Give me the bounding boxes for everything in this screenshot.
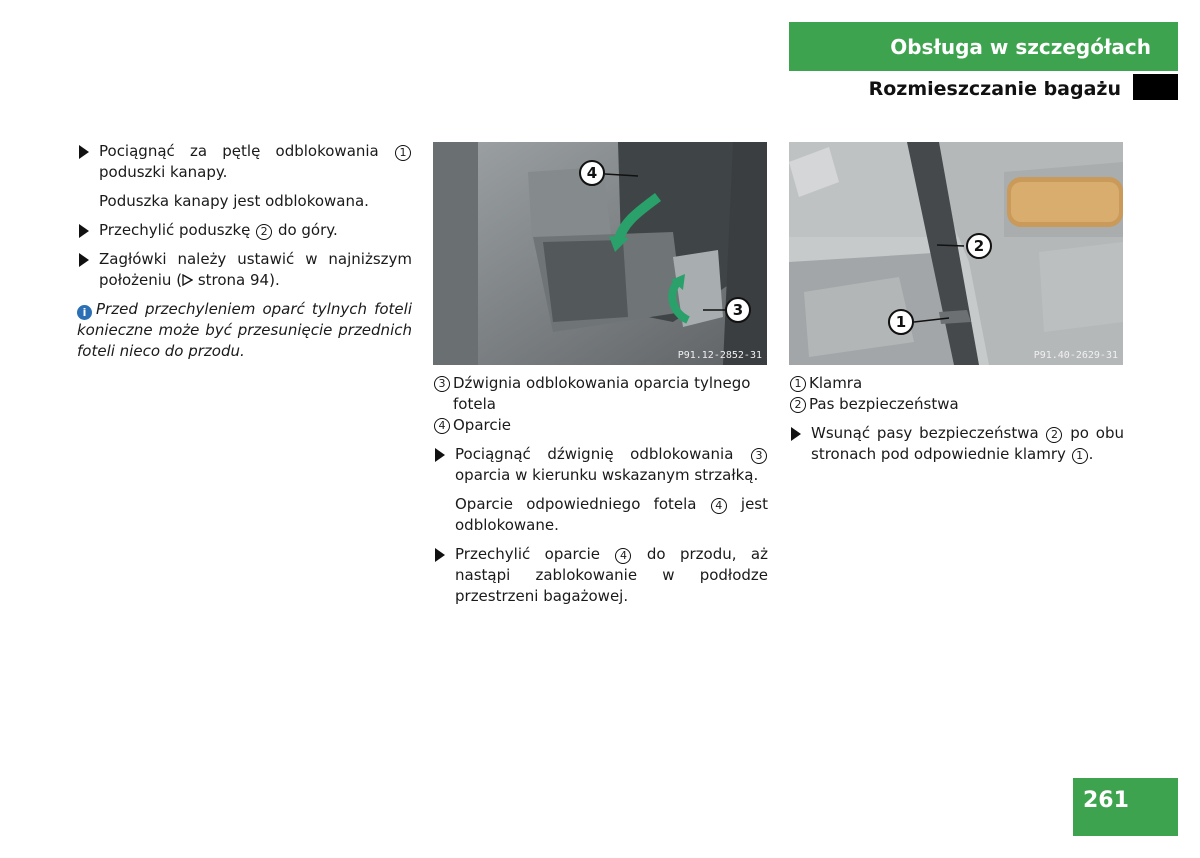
- step-text: ).: [269, 271, 280, 289]
- column-middle: [433, 373, 768, 615]
- page-reference-link[interactable]: strona 94: [197, 271, 270, 289]
- info-note: [77, 299, 412, 362]
- step-arrow-icon: [77, 249, 99, 291]
- callout-3: 3: [725, 297, 751, 323]
- step-arrow-icon: [433, 544, 455, 607]
- step-text: Zagłówki należy ustawić w najniższym położeniu (: [99, 250, 412, 289]
- step-text: poduszki kanapy.: [99, 163, 228, 181]
- step-text: do przodu, aż nastąpi zablokowanie w podłodze przestrzeni bagażowej.: [455, 545, 768, 605]
- instruction-step: [77, 220, 412, 241]
- callout-4: 4: [579, 160, 605, 186]
- instruction-step: [77, 249, 412, 291]
- step-text: po obu stronach pod odpowiednie klamry: [811, 424, 1124, 463]
- legend-text: Klamra: [809, 374, 863, 392]
- callout-ref: 1: [790, 376, 806, 392]
- column-right: [789, 373, 1124, 473]
- step-arrow-icon: [433, 444, 455, 486]
- image-code: P91.12-2852-31: [677, 350, 762, 361]
- column-left: [77, 141, 412, 362]
- legend-text: Dźwignia odblokowania oparcia tylnego fotela: [453, 374, 751, 413]
- result-text: Oparcie odpowiedniego fotela 4 jest odblokowane.: [455, 495, 768, 534]
- page-number-text: 261: [1083, 788, 1129, 813]
- callout-ref: 2: [790, 397, 806, 413]
- instruction-step: [433, 544, 768, 607]
- legend-item: [433, 373, 768, 415]
- seat-belt-photo: [789, 142, 1123, 365]
- info-icon: i: [77, 305, 92, 320]
- section-title: Obsługa w szczegółach: [890, 34, 1151, 59]
- rear-seat-photo: [433, 142, 767, 365]
- callout-ref: 1: [395, 145, 411, 161]
- step-text: Przechylić oparcie: [455, 545, 601, 563]
- callout-ref: 4: [434, 418, 450, 434]
- section-header: [789, 22, 1178, 71]
- thumb-tab: [1133, 74, 1178, 100]
- step-text: Wsunąć pasy bezpieczeństwa: [811, 424, 1039, 442]
- result-text: Poduszka kanapy jest odblokowana.: [99, 192, 369, 210]
- instruction-step: [77, 141, 412, 183]
- step-text: Przechylić poduszkę: [99, 221, 251, 239]
- step-text: oparcia w kierunku wskazanym strzałką.: [455, 466, 759, 484]
- page-ref-triangle-icon: [182, 274, 193, 286]
- legend-text: Oparcie: [453, 416, 512, 434]
- seat-belt-illustration: [789, 142, 1123, 365]
- legend-item: [789, 394, 1124, 415]
- subsection-title: Rozmieszczanie bagażu: [868, 78, 1121, 100]
- callout-ref: 3: [751, 448, 767, 464]
- callout-ref: 4: [711, 498, 727, 514]
- legend-item: [433, 415, 768, 436]
- instruction-step: [433, 444, 768, 486]
- callout-ref: 1: [1072, 448, 1088, 464]
- step-arrow-icon: [789, 423, 811, 465]
- image-code: P91.40-2629-31: [1033, 350, 1118, 361]
- page-number: [1073, 778, 1178, 836]
- instruction-step: Wsunąć pasy bezpieczeństwa 2 po obu stronach pod odpowiednie klamry 1 .: [789, 423, 1124, 465]
- callout-ref: 2: [1046, 427, 1062, 443]
- step-text: Pociągnąć dźwignię odblokowania: [455, 445, 734, 463]
- callout-2: 2: [966, 233, 992, 259]
- info-text: Przed przechyleniem oparć tylnych foteli konieczne może być przesunięcie przednich foteli nieco do przodu.: [77, 300, 412, 360]
- legend-item: [789, 373, 1124, 394]
- callout-ref: 3: [434, 376, 450, 392]
- step-text: do góry.: [277, 221, 338, 239]
- callout-ref: 4: [615, 548, 631, 564]
- step-text: Pociągnąć za pętlę odblokowania: [99, 142, 379, 160]
- legend-text: Pas bezpieczeństwa: [809, 395, 959, 413]
- step-arrow-icon: [77, 141, 99, 183]
- callout-ref: 2: [256, 224, 272, 240]
- callout-1: 1: [888, 309, 914, 335]
- step-arrow-icon: [77, 220, 99, 241]
